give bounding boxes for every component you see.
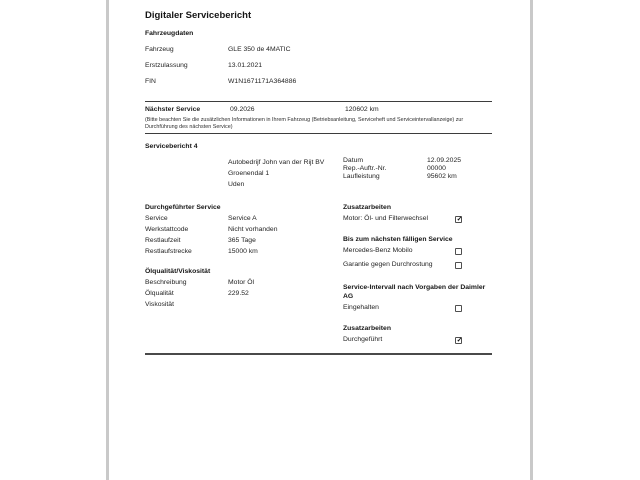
oil-filter-change-label: Motor: Öl- und Filterwechsel [343, 215, 428, 223]
date-value: 12.09.2025 [427, 157, 462, 165]
meta-row [343, 173, 492, 181]
document-content [109, 0, 530, 355]
service-row [145, 237, 343, 245]
viscosity-label: Viskosität [145, 301, 174, 309]
oil-description-label: Beschreibung [145, 279, 187, 287]
interval-kept-label: Eingehalten [343, 304, 379, 312]
oil-heading: Ölqualität/Viskosität [145, 268, 211, 276]
repair-order-label: Rep.-Auftr.-Nr. [343, 165, 387, 173]
service-interval-heading: Service-Intervall nach Vorgaben der Daimler AG [343, 284, 486, 301]
meta-row [343, 157, 492, 165]
repair-order-value: 00000 [427, 165, 446, 173]
additional-work-heading: Zusatzarbeiten [343, 204, 391, 212]
page-title: Digitaler Servicebericht [145, 10, 252, 21]
rust-warranty-label: Garantie gegen Durchrostung [343, 261, 433, 269]
checklist-column [343, 204, 492, 344]
fin-value: W1N1671171A364886 [228, 78, 297, 85]
workshop-address [228, 157, 343, 190]
workshop-city: Uden [228, 181, 245, 189]
until-next-service-heading: Bis zum nächsten fälligen Service [343, 236, 453, 244]
workshop-street: Groenendal 1 [228, 170, 270, 178]
next-service-label: Nächster Service [145, 106, 201, 113]
next-service-mileage: 120602 km [345, 106, 379, 113]
service-row [145, 226, 343, 234]
divider [145, 133, 492, 134]
service-row [145, 248, 343, 256]
date-label: Datum [343, 157, 364, 165]
vehicle-label: Fahrzeug [145, 46, 174, 53]
vehicle-row [145, 78, 492, 86]
performed-service-heading: Durchgeführter Service [145, 204, 221, 212]
remaining-time-label: Restlaufzeit [145, 237, 181, 245]
vehicle-value: GLE 350 de 4MATIC [228, 46, 291, 53]
detail-columns [145, 204, 492, 344]
next-service-row [145, 106, 492, 114]
remaining-time-value: 365 Tage [228, 237, 256, 245]
divider-bottom [145, 353, 492, 355]
checklist-row [343, 215, 492, 223]
workshop-code-value: Nicht vorhanden [228, 226, 278, 234]
fin-label: FIN [145, 78, 156, 85]
report-info-row [145, 157, 492, 190]
report-meta [343, 157, 492, 190]
checkbox-oil-filter-change[interactable] [455, 216, 462, 223]
service-value: Service A [228, 215, 257, 223]
vehicle-row [145, 62, 492, 70]
workshop-code-label: Werkstattcode [145, 226, 189, 234]
vehicle-row [145, 46, 492, 54]
remaining-distance-value: 15000 km [228, 248, 258, 256]
checkbox-interval-kept[interactable] [455, 305, 462, 312]
oil-row [145, 290, 343, 298]
next-service-note: (Bitte beachten Sie die zusätzlichen Informationen in Ihrem Fahrzeug (Betriebsanleitung, Serviceheft und Serviceintervallanzeige) zur Durchführung des nächsten Service) [145, 117, 464, 130]
service-label: Service [145, 215, 168, 223]
checkbox-rust-warranty[interactable] [455, 262, 462, 269]
mobilo-label: Mercedes-Benz Mobilo [343, 247, 413, 255]
first-registration-value: 13.01.2021 [228, 62, 263, 69]
performed-service-column [145, 204, 343, 309]
additional-work-heading-2: Zusatzarbeiten [343, 325, 391, 333]
checklist-row [343, 336, 492, 344]
checklist-row [343, 261, 492, 269]
checkbox-performed[interactable] [455, 337, 462, 344]
meta-row [343, 165, 492, 173]
section-heading-fahrzeugdaten: Fahrzeugdaten [145, 30, 194, 37]
checklist-row [343, 247, 492, 255]
oil-quality-label: Ölqualität [145, 290, 174, 298]
next-service-date: 09.2026 [230, 106, 255, 113]
oil-description-value: Motor Öl [228, 279, 255, 287]
oil-row [145, 279, 343, 287]
viscosity-value [228, 301, 343, 309]
oil-quality-value: 229.52 [228, 290, 249, 298]
oil-row [145, 301, 343, 309]
checkbox-mobilo[interactable] [455, 248, 462, 255]
first-registration-label: Erstzulassung [145, 62, 188, 69]
mileage-value: 95602 km [427, 173, 457, 181]
workshop-name: Autobedrijf John van der Rijt BV [228, 159, 325, 167]
service-row [145, 215, 343, 223]
mileage-label: Laufleistung [343, 173, 380, 181]
report-heading: Servicebericht 4 [145, 143, 198, 151]
remaining-distance-label: Restlaufstrecke [145, 248, 192, 256]
divider [145, 101, 492, 102]
document-page [106, 0, 533, 480]
performed-label: Durchgeführt [343, 336, 383, 344]
checklist-row [343, 304, 492, 312]
